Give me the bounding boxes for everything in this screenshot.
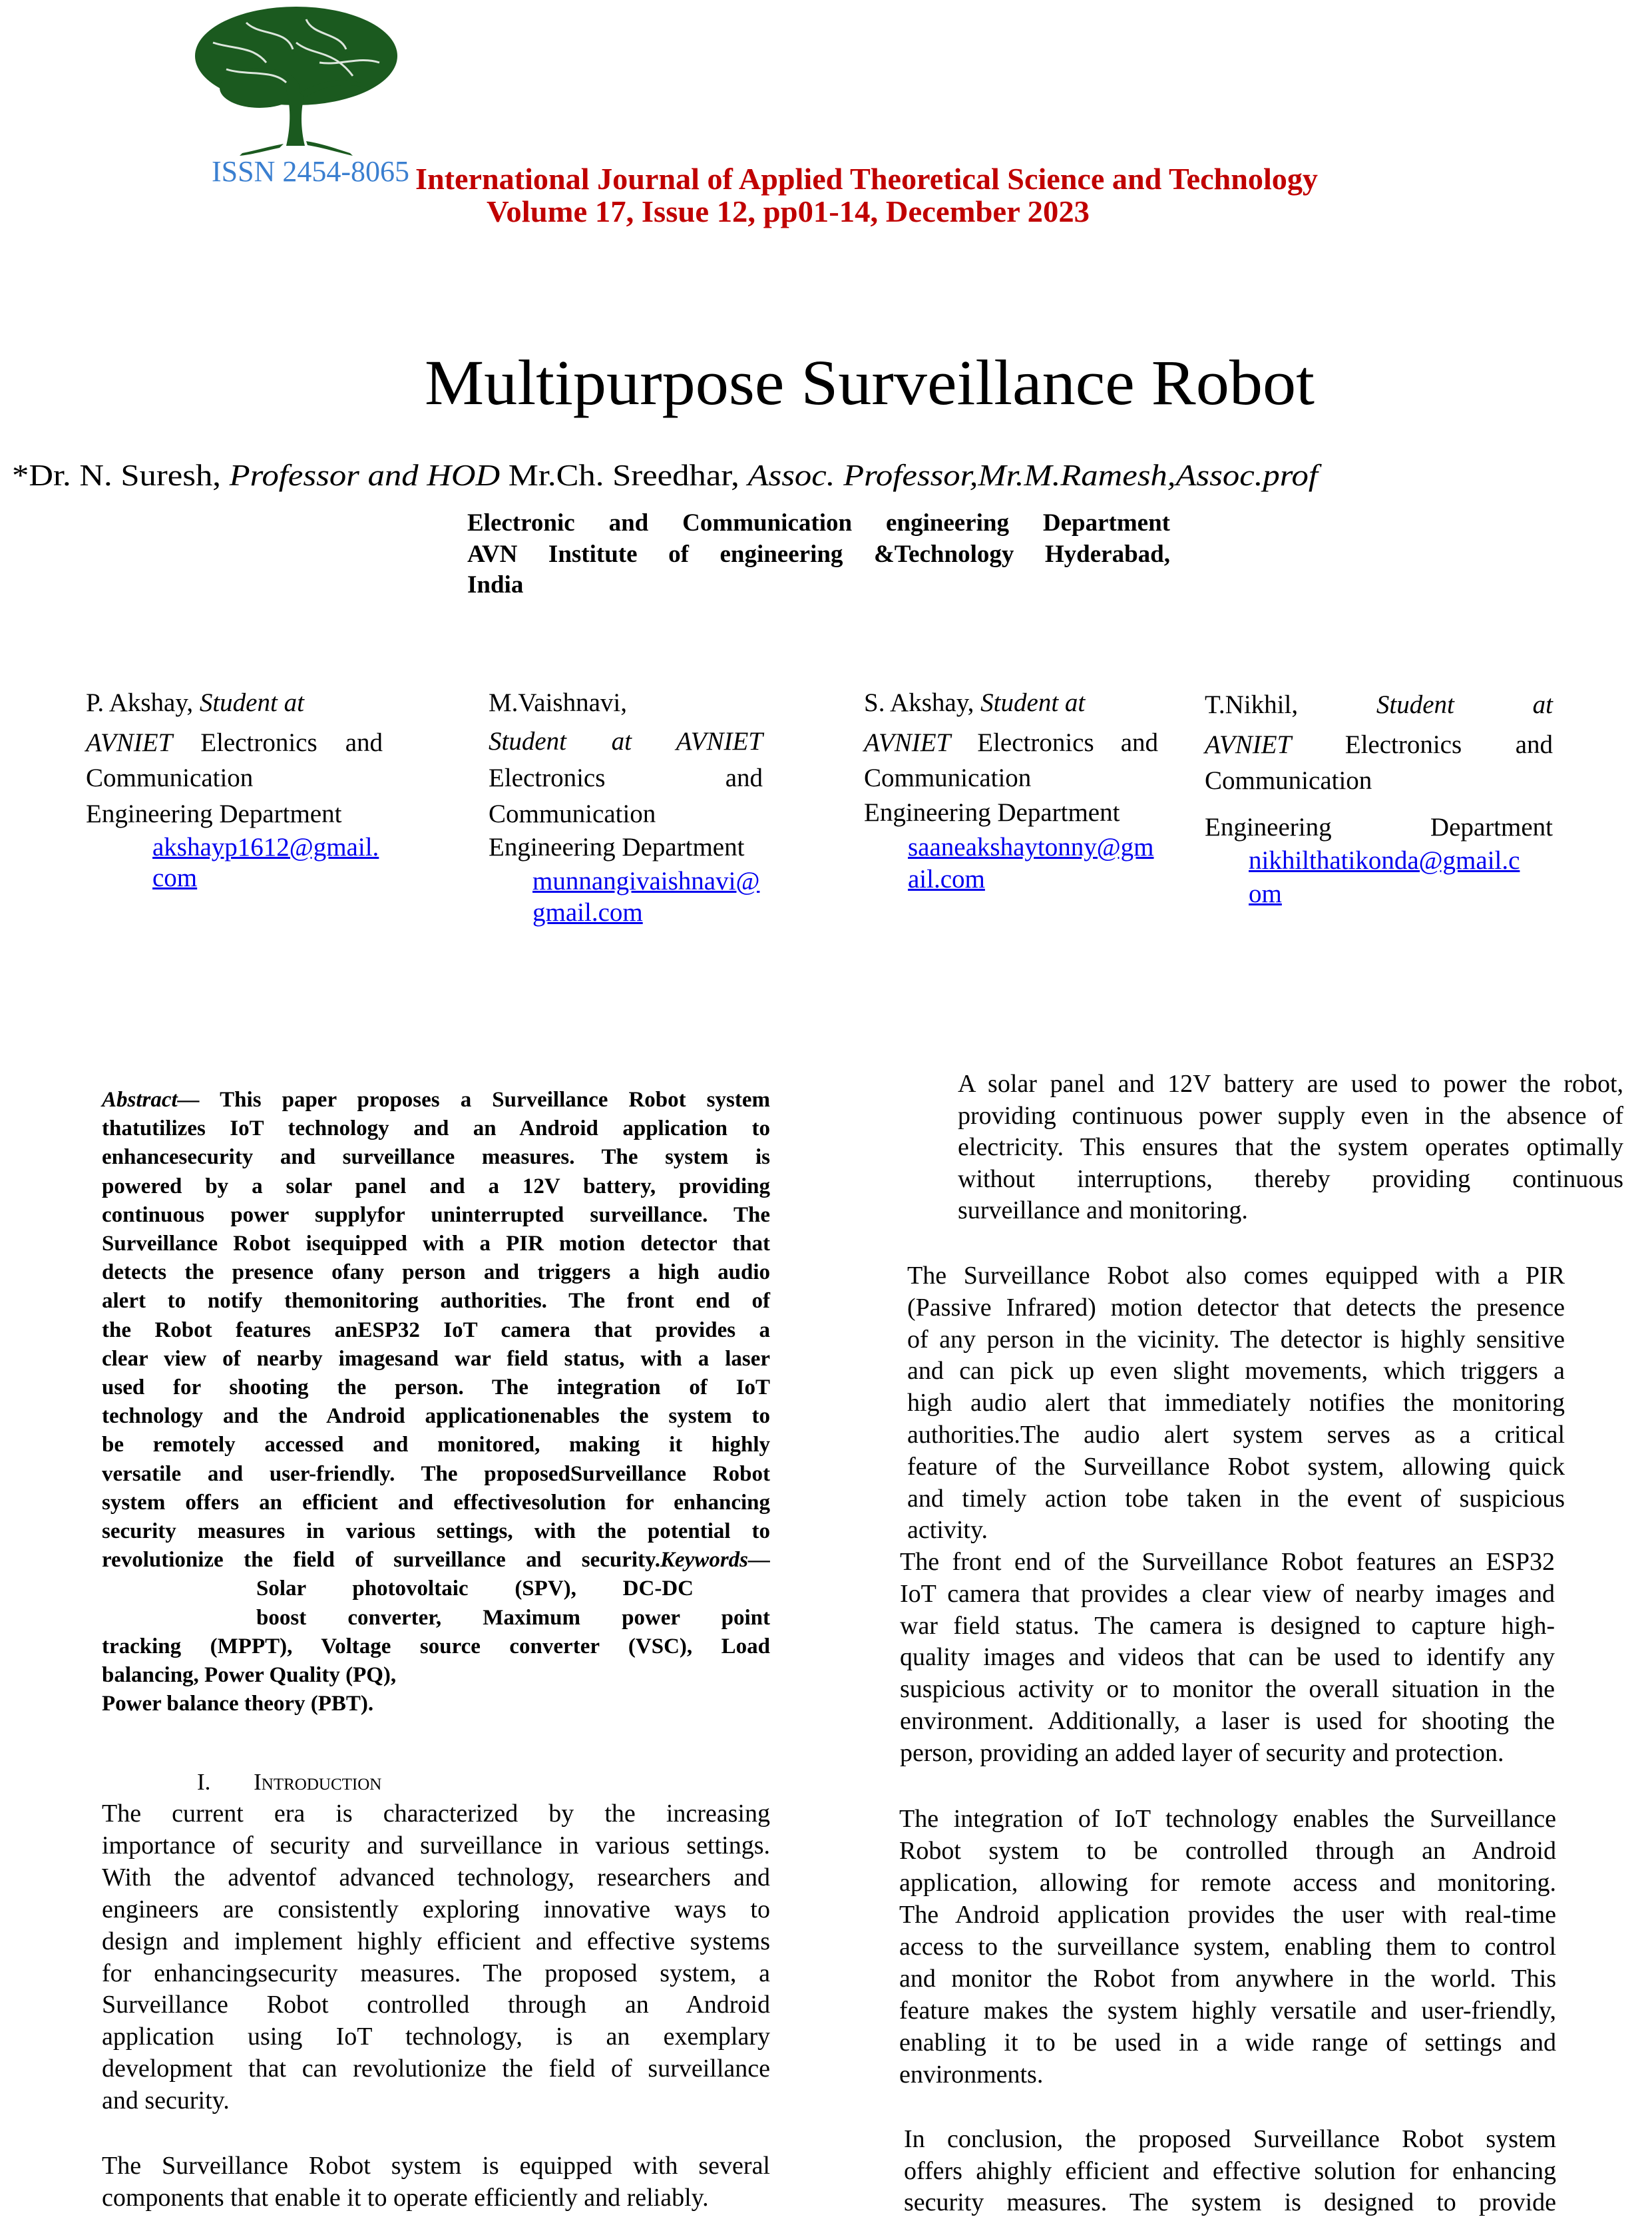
abstract-line: [102, 1172, 770, 1201]
student-info-line: [864, 798, 1158, 828]
student-role: AVNIET: [1205, 730, 1292, 759]
abstract-line: [102, 1230, 770, 1258]
text-line: enabling it to be used in a wide range of settings and: [899, 2029, 1556, 2057]
student-info-line: [489, 799, 763, 830]
student-info-line: [1205, 690, 1553, 720]
abstract-line: [102, 1258, 770, 1287]
affiliation-line: India: [467, 571, 524, 599]
abstract-line: [102, 1402, 770, 1431]
student-info-line: [86, 763, 383, 794]
keywords-label: Keywords—: [660, 1548, 770, 1573]
faculty-authors: [12, 458, 1318, 493]
student-role: AVNIET: [86, 728, 173, 757]
text-line: providing continuous power supply even in the absence of: [958, 1101, 1623, 1130]
student-email: [1249, 846, 1520, 876]
student-text: Communication: [864, 764, 1032, 792]
student-info-line: [489, 763, 763, 794]
student-info-line: [1205, 730, 1553, 760]
student-info-line: [489, 688, 763, 718]
section-heading-introduction: [197, 1769, 381, 1796]
abstract-line: [102, 1114, 770, 1143]
student-text: Electronics and: [489, 764, 763, 792]
abstract-text: be remotely accessed and monitored, making it highly: [102, 1433, 770, 1457]
text-line: The current era is characterized by the increasing: [102, 1800, 770, 1828]
student-info-line: [86, 728, 383, 758]
abstract-text: the Robot features anESP32 IoT camera that provides a: [102, 1318, 770, 1342]
affiliation-line: AVN Institute of engineering &Technology Hyderabad,: [467, 540, 1170, 568]
student-role: Student at: [1376, 690, 1553, 719]
abstract-text: thatutilizes IoT technology and an Android application to: [102, 1116, 770, 1141]
student-email-link[interactable]: ail.com: [908, 865, 985, 893]
journal-logo: [186, 3, 399, 157]
student-email-link[interactable]: com: [152, 864, 198, 892]
text-line: electricity. This ensures that the system operates optimally: [958, 1133, 1623, 1161]
text-line: feature makes the system highly versatile and user-friendly,: [899, 1997, 1556, 2025]
text-line: application, allowing for remote access and monitoring.: [899, 1869, 1556, 1897]
abstract-text: powered by a solar panel and a 12V battery, providing: [102, 1174, 770, 1198]
text-line: development that can revolutionize the field of surveillance: [102, 2055, 770, 2083]
author-name: *Dr. N. Suresh,: [12, 458, 230, 492]
text-line: and security.: [102, 2087, 230, 2115]
text-line: quality images and videos that can be used to identify any: [900, 1643, 1555, 1672]
tree-icon: [186, 3, 399, 157]
text-line: and timely action tobe taken in the event of suspicious: [907, 1484, 1565, 1513]
keywords-text: boost converter, Maximum power point: [256, 1605, 770, 1630]
abstract-line: [102, 1489, 770, 1517]
abstract-line: [102, 1345, 770, 1373]
student-text: Electronics and: [172, 728, 383, 757]
text-line: activity.: [907, 1516, 988, 1545]
abstract-text: system offers an efficient and effectivesolution for enhancing: [102, 1490, 770, 1515]
paper-title: Multipurpose Surveillance Robot: [425, 347, 1315, 418]
student-info-line: [864, 688, 1158, 718]
abstract-line: [102, 1201, 770, 1230]
body-paragraph: [900, 1547, 1555, 1770]
student-info-line: [86, 688, 383, 718]
abstract-text: alert to notify themonitoring authorities. The front end of: [102, 1289, 770, 1314]
text-line: and can pick up even slight movements, which triggers a: [907, 1357, 1565, 1385]
student-email-link[interactable]: saaneakshaytonny@gm: [908, 833, 1154, 862]
text-line: The Android application provides the user with real-time: [899, 1901, 1556, 1929]
student-info-line: [864, 763, 1158, 794]
text-line: The Surveillance Robot also comes equipped with a PIR: [907, 1262, 1565, 1290]
abstract-line: [102, 1373, 770, 1402]
keywords-text: balancing, Power Quality (PQ),: [102, 1663, 397, 1688]
text-line: Surveillance Robot controlled through an Android: [102, 1991, 770, 2019]
student-info-line: [864, 728, 1158, 758]
text-line: importance of security and surveillance in various settings.: [102, 1831, 770, 1859]
student-email-link[interactable]: gmail.com: [532, 898, 643, 927]
student-role: Student at: [980, 688, 1086, 717]
abstract-text: This paper proposes a Surveillance Robot system: [220, 1088, 770, 1112]
text-line: surveillance and monitoring.: [958, 1196, 1248, 1224]
abstract-line: [102, 1287, 770, 1316]
text-line: The Surveillance Robot system is equipped with several: [102, 2152, 770, 2180]
affiliation-line: Electronic and Communication engineering Department: [467, 509, 1170, 537]
keyword-line: [102, 1690, 770, 1718]
section-title: Introduction: [254, 1769, 382, 1795]
text-line: The integration of IoT technology enables the Surveillance: [899, 1805, 1556, 1833]
abstract-text: Surveillance Robot isequipped with a PIR motion detector that: [102, 1232, 770, 1256]
text-line: IoT camera that provides a clear view of nearby images and: [900, 1579, 1555, 1608]
student-info-line: [489, 726, 763, 757]
text-line: person, providing an added layer of security and protection.: [900, 1738, 1504, 1767]
body-paragraph: [907, 1260, 1565, 1547]
student-text: Communication: [489, 800, 656, 828]
section-number: I.: [197, 1769, 211, 1795]
text-line: engineers are consistently exploring innovative ways to: [102, 1895, 770, 1923]
keyword-line: [102, 1661, 770, 1690]
text-line: authorities.The audio alert system serves as a critical: [907, 1420, 1565, 1449]
text-line: access to the surveillance system, enabling them to control: [899, 1933, 1556, 1961]
student-text: P. Akshay,: [86, 688, 200, 717]
student-info-line: [1205, 766, 1553, 796]
introduction-body: [102, 1798, 770, 2214]
keyword-line: [256, 1604, 770, 1632]
abstract-line: [102, 1316, 770, 1345]
student-email: [1249, 879, 1282, 909]
student-email: [532, 897, 643, 928]
text-line: of any person in the vicinity. The detector is highly sensitive: [907, 1325, 1565, 1354]
text-line: (Passive Infrared) motion detector that detects the presence: [907, 1293, 1565, 1322]
student-email: [532, 866, 759, 897]
issn-label: ISSN 2454-8065: [212, 155, 410, 188]
student-text: Electronics and: [1291, 730, 1553, 759]
text-line: suspicious activity or to monitor the overall situation in the: [900, 1675, 1555, 1704]
keywords-text: Power balance theory (PBT).: [102, 1692, 374, 1716]
student-info-line: [86, 799, 383, 830]
abstract: [102, 1086, 770, 1718]
abstract-line: [102, 1460, 770, 1489]
student-text: Communication: [1205, 766, 1372, 795]
student-email: [908, 864, 985, 895]
student-text: M.Vaishnavi,: [489, 688, 627, 717]
author-role: Professor and HOD: [229, 458, 509, 492]
text-line: Robot system to be controlled through an Android: [899, 1837, 1556, 1865]
keyword-line: [102, 1632, 770, 1661]
abstract-line: [102, 1086, 770, 1114]
text-line: application using IoT technology, is an exemplary: [102, 2023, 770, 2051]
abstract-text: enhancesecurity and surveillance measures. The system is: [102, 1145, 770, 1170]
student-role: AVNIET: [864, 728, 951, 757]
text-line: With the adventof advanced technology, researchers and: [102, 1863, 770, 1891]
student-email: [152, 832, 379, 863]
student-email-link[interactable]: om: [1249, 879, 1282, 908]
student-text: T.Nikhil,: [1205, 690, 1376, 719]
abstract-label: Abstract—: [102, 1088, 200, 1112]
student-email-link[interactable]: akshayp1612@gmail.: [152, 833, 379, 862]
journal-issue-line: Volume 17, Issue 12, pp01-14, December 2023: [487, 194, 1090, 228]
abstract-text: continuous power supplyfor uninterrupted surveillance. The: [102, 1202, 770, 1227]
text-line: war field status. The camera is designed to capture high-: [900, 1611, 1555, 1640]
abstract-line: [102, 1143, 770, 1172]
text-line: offers ahighly efficient and effective solution for enhancing: [904, 2156, 1556, 2185]
text-line: security measures. The system is designed to provide: [904, 2188, 1556, 2216]
text-line: A solar panel and 12V battery are used to power the robot,: [958, 1070, 1623, 1098]
student-text: S. Akshay,: [864, 688, 981, 717]
abstract-text: used for shooting the person. The integration of IoT: [102, 1375, 770, 1400]
author-name: Mr.Ch. Sreedhar,: [508, 458, 748, 492]
keyword-line: [256, 1575, 694, 1603]
student-text: Communication: [86, 764, 254, 792]
student-info-line: [1205, 812, 1553, 843]
text-line: without interruptions, thereby providing continuous: [958, 1164, 1623, 1193]
text-line: feature of the Surveillance Robot system, allowing quick: [907, 1452, 1565, 1481]
text-line: high audio alert that immediately notifies the monitoring: [907, 1389, 1565, 1417]
intro-paragraph: [102, 2150, 770, 2214]
student-text: Engineering Department: [1205, 813, 1553, 842]
abstract-line: [102, 1431, 770, 1459]
keywords-text: tracking (MPPT), Voltage source converter (VSC), Load: [102, 1634, 770, 1658]
student-email: [908, 832, 1154, 863]
abstract-text: versatile and user-friendly. The proposedSurveillance Robot: [102, 1461, 770, 1486]
student-email-link[interactable]: munnangivaishnavi@: [532, 867, 760, 895]
student-text: Electronics and: [950, 728, 1158, 757]
author-role: Assoc. Professor,Mr.M.Ramesh,Assoc.prof: [747, 458, 1318, 492]
abstract-text: clear view of nearby imagesand war field status, with a laser: [102, 1346, 770, 1371]
text-line: In conclusion, the proposed Surveillance Robot system: [904, 2125, 1556, 2153]
student-text: Engineering Department: [489, 833, 745, 862]
abstract-text: technology and the Android applicationenables the system to: [102, 1404, 770, 1429]
student-role: Student at: [199, 688, 304, 717]
text-line: The front end of the Surveillance Robot features an ESP32: [900, 1548, 1555, 1576]
student-role: Student at AVNIET: [489, 727, 763, 756]
text-line: components that enable it to operate efficiently and reliably.: [102, 2183, 709, 2212]
text-line: environment. Additionally, a laser is used for shooting the: [900, 1706, 1555, 1735]
body-paragraph: [899, 1803, 1556, 2091]
abstract-line: [102, 1517, 770, 1546]
student-text: Engineering Department: [864, 798, 1120, 827]
text-line: for enhancingsecurity measures. The proposed system, a: [102, 1959, 770, 1987]
intro-paragraph: [102, 1798, 770, 2117]
abstract-text: security measures in various settings, with the potential to: [102, 1519, 770, 1544]
text-line: design and implement highly efficient and effective systems: [102, 1927, 770, 1955]
student-email: [152, 863, 197, 893]
body-paragraph: [904, 2124, 1556, 2219]
abstract-text: detects the presence ofany person and triggers a high audio: [102, 1260, 770, 1285]
abstract-line: [102, 1546, 770, 1575]
abstract-text: revolutionize the field of surveillance and security.: [102, 1548, 660, 1573]
keywords-text: Solar photovoltaic (SPV), DC-DC: [256, 1577, 694, 1601]
body-paragraph: [958, 1069, 1623, 1227]
text-line: environments.: [899, 2061, 1044, 2089]
student-info-line: [489, 832, 763, 863]
journal-name: International Journal of Applied Theoretical Science and Technology: [415, 162, 1318, 196]
student-email-link[interactable]: nikhilthatikonda@gmail.c: [1249, 846, 1520, 875]
text-line: and monitor the Robot from anywhere in the world. This: [899, 1965, 1556, 1993]
affiliation-block: [467, 508, 1170, 601]
student-text: Engineering Department: [86, 800, 342, 828]
